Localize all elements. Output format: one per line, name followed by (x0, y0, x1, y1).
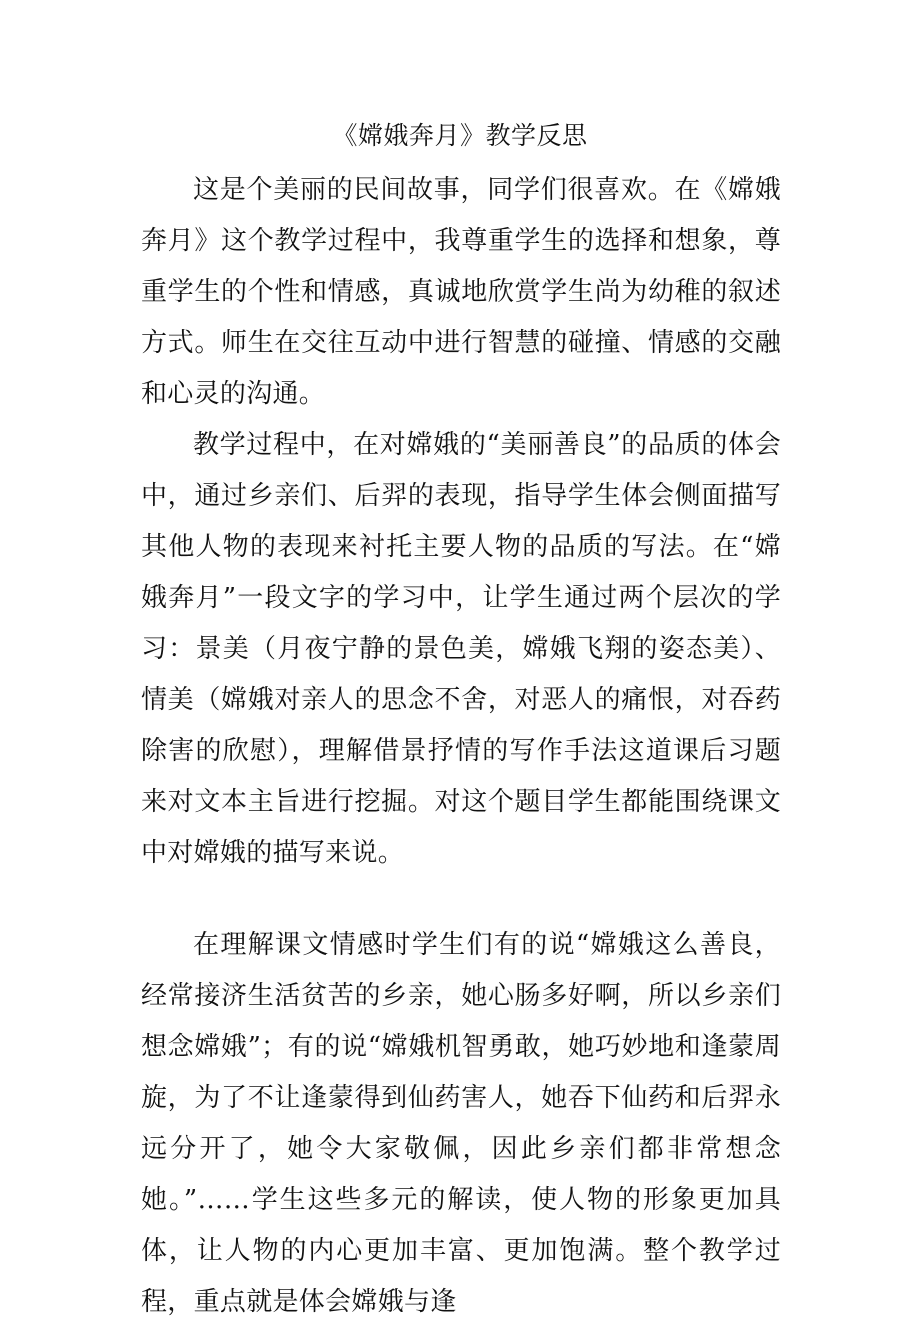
paragraph-1: 这是个美丽的民间故事，同学们很喜欢。在《嫦娥奔月》这个教学过程中，我尊重学生的选择和想象，尊重学生的个性和情感，真诚地欣赏学生尚为幼稚的叙述方式。师生在交往互动中进行智慧的碰撞、情感的交融和心灵的沟通。 (141, 175, 781, 409)
document-title: 《嫦娥奔月》教学反思 (332, 121, 588, 150)
paragraph-2: 教学过程中，在对嫦娥的“美丽善良”的品质的体会中，通过乡亲们、后羿的表现，指导学生体会侧面描写其他人物的表现来衬托主要人物的品质的写法。在“嫦娥奔月”一段文字的学习中，让学生通过两个层次的学习：景美（月夜宁静的景色美，嫦娥飞翔的姿态美）、情美（嫦娥对亲人的思念不舍，对恶人的痛恨，对吞药除害的欣慰），理解借景抒情的写作手法这道课后习题来对文本主旨进行挖掘。对这个题目学生都能围绕课文中对嫦娥的描写来说。 (141, 430, 781, 868)
paragraph-3: 在理解课文情感时学生们有的说“嫦娥这么善良，经常接济生活贫苦的乡亲，她心肠多好啊，所以乡亲们想念嫦娥”；有的说“嫦娥机智勇敢，她巧妙地和逢蒙周旋，为了不让逢蒙得到仙药害人，她吞下仙药和后羿永远分开了，她令大家敬佩，因此乡亲们都非常想念她。”……学生这些多元的解读，使人物的形象更加具体，让人物的内心更加丰富、更加饱满。整个教学过程，重点就是体会嫦娥与逢 (141, 930, 781, 1317)
document-body (141, 165, 781, 1328)
